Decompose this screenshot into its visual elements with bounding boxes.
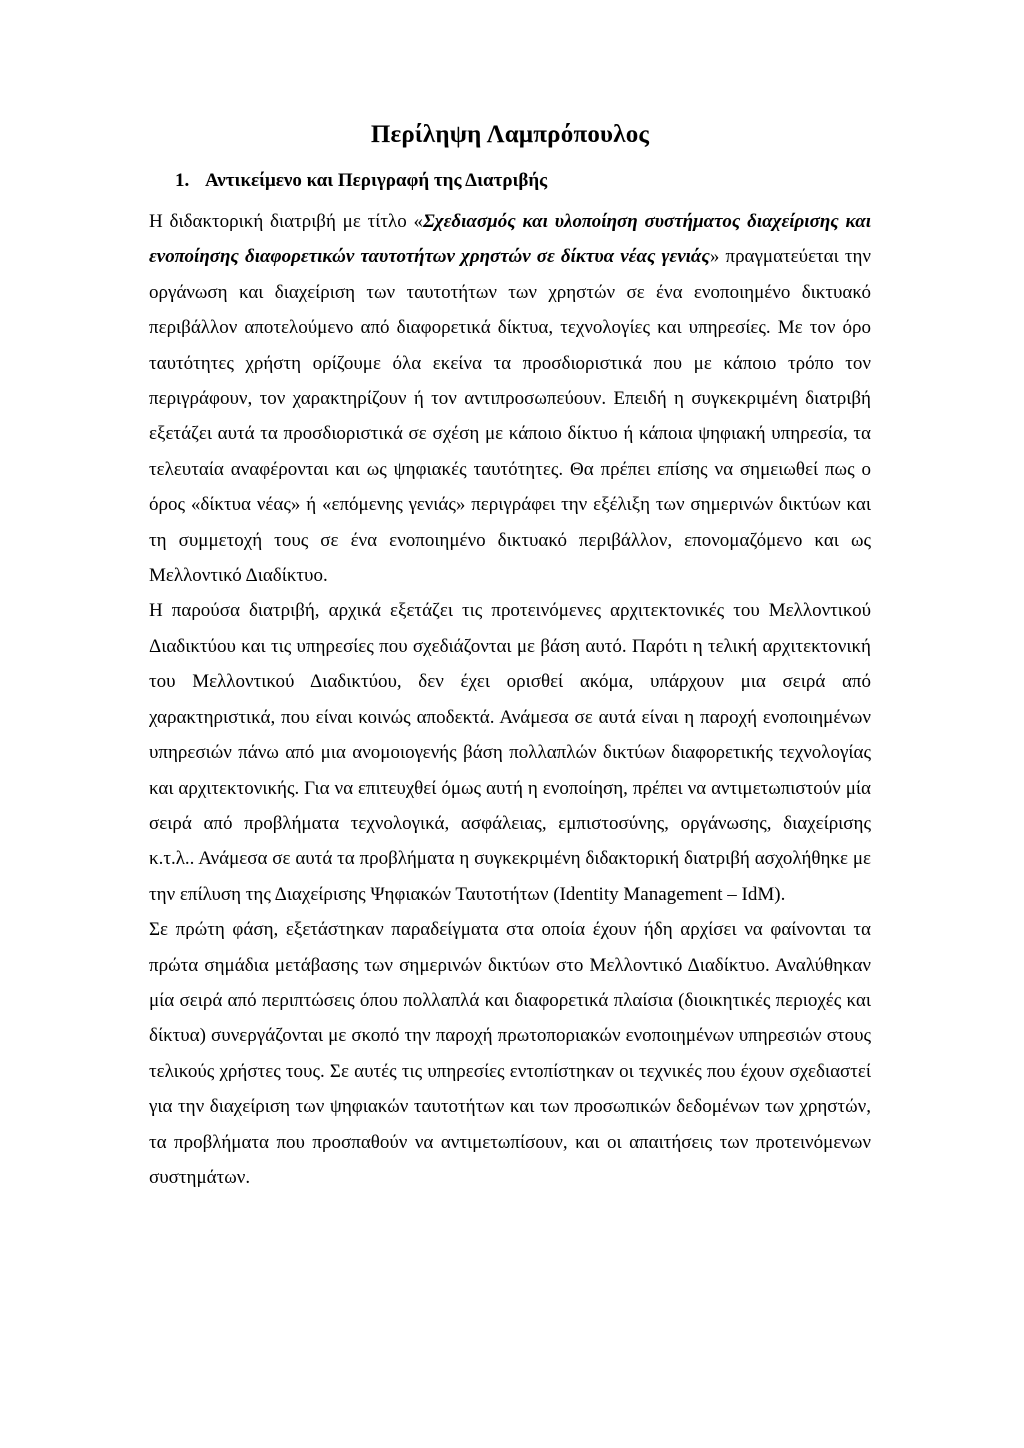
section-heading [175, 166, 871, 196]
section-heading-text: Αντικείμενο και Περιγραφή της Διατριβής [205, 170, 548, 191]
thesis-title-emphasis: Σχεδιασμός και υλοποίηση συστήματος διαχείρισης και ενοποίησης διαφορετικών ταυτοτήτων χρηστών σε δίκτυα νέας γενιάς [149, 211, 871, 268]
page-title: Περίληψη Λαμπρόπουλος [370, 121, 650, 148]
section-number: 1. [175, 170, 190, 191]
document-page [149, 118, 871, 1195]
paragraph-1 [149, 204, 871, 593]
paragraph-3: Σε πρώτη φάση, εξετάστηκαν παραδείγματα στα οποία έχουν ήδη αρχίσει να φαίνονται τα πρώτα σημάδια μετάβασης των σημερινών δικτύων στο Μελλοντικό Διαδίκτυο. Αναλύθηκαν μία σειρά από περιπτώσεις όπου πολλαπλά και διαφορετικά πλαίσια (διοικητικές περιοχές και δίκτυα) συνεργάζονται με σκοπό την παροχή πρωτοποριακών ενοποιημένων υπηρεσιών στους τελικούς χρήστες τους. Σε αυτές τις υπηρεσίες εντοπίστηκαν οι τεχνικές που έχουν σχεδιαστεί για την διαχείριση των ψηφιακών ταυτοτήτων και των προσωπικών δεδομένων των χρηστών, τα προβλήματα που προσπαθούν να αντιμετωπίσουν, και οι απαιτήσεις των προτεινόμενων συστημάτων. [149, 919, 871, 1188]
paragraph-1-before: Η διδακτορική διατριβή με τίτλο « [149, 211, 423, 232]
paragraph-1-after: » πραγματεύεται την οργάνωση και διαχείριση των ταυτοτήτων των χρηστών σε ένα ενοποιημένο δικτυακό περιβάλλον αποτελούμενο από διαφορετικά δίκτυα, τεχνολογίες και υπηρεσίες. Με τον όρο ταυτότητες χρήστη ορίζουμε όλα εκείνα τα προσδιοριστικά που με κάποιο τρόπο τον περιγράφουν, τον χαρακτηρίζουν ή τον αντιπροσωπεύουν. Επειδή η συγκεκριμένη διατριβή εξετάζει αυτά τα προσδιοριστικά σε σχέση με κάποιο δίκτυο ή κάποια ψηφιακή υπηρεσία, τα τελευταία αναφέρονται και ως ψηφιακές ταυτότητες. Θα πρέπει επίσης να σημειωθεί πως ο όρος «δίκτυα νέας» ή «επόμενης γενιάς» περιγράφει την εξέλιξη των σημερινών δικτύων και τη συμμετοχή τους σε ένα ενοποιημένο δικτυακό περιβάλλον, επονομαζόμενο και ως Μελλοντικό Διαδίκτυο. [149, 246, 871, 587]
paragraph-2: Η παρούσα διατριβή, αρχικά εξετάζει τις προτεινόμενες αρχιτεκτονικές του Μελλοντικού Διαδικτύου και τις υπηρεσίες που σχεδιάζονται με βάση αυτό. Παρότι η τελική αρχιτεκτονική του Μελλοντικού Διαδικτύου, δεν έχει ορισθεί ακόμα, υπάρχουν μια σειρά από χαρακτηριστικά, που είναι κοινώς αποδεκτά. Ανάμεσα σε αυτά είναι η παροχή ενοποιημένων υπηρεσιών πάνω από μια ανομοιογενής βάση πολλαπλών δικτύων διαφορετικής τεχνολογίας και αρχιτεκτονικής. Για να επιτευχθεί όμως αυτή η ενοποίηση, πρέπει να αντιμετωπιστούν μία σειρά από προβλήματα τεχνολογικά, ασφάλειας, εμπιστοσύνης, οργάνωσης, διαχείρισης κ.τ.λ.. Ανάμεσα σε αυτά τα προβλήματα η συγκεκριμένη διδακτορική διατριβή ασχολήθηκε με την επίλυση της Διαχείρισης Ψηφιακών Ταυτοτήτων (Identity Management – IdM). [149, 600, 871, 905]
